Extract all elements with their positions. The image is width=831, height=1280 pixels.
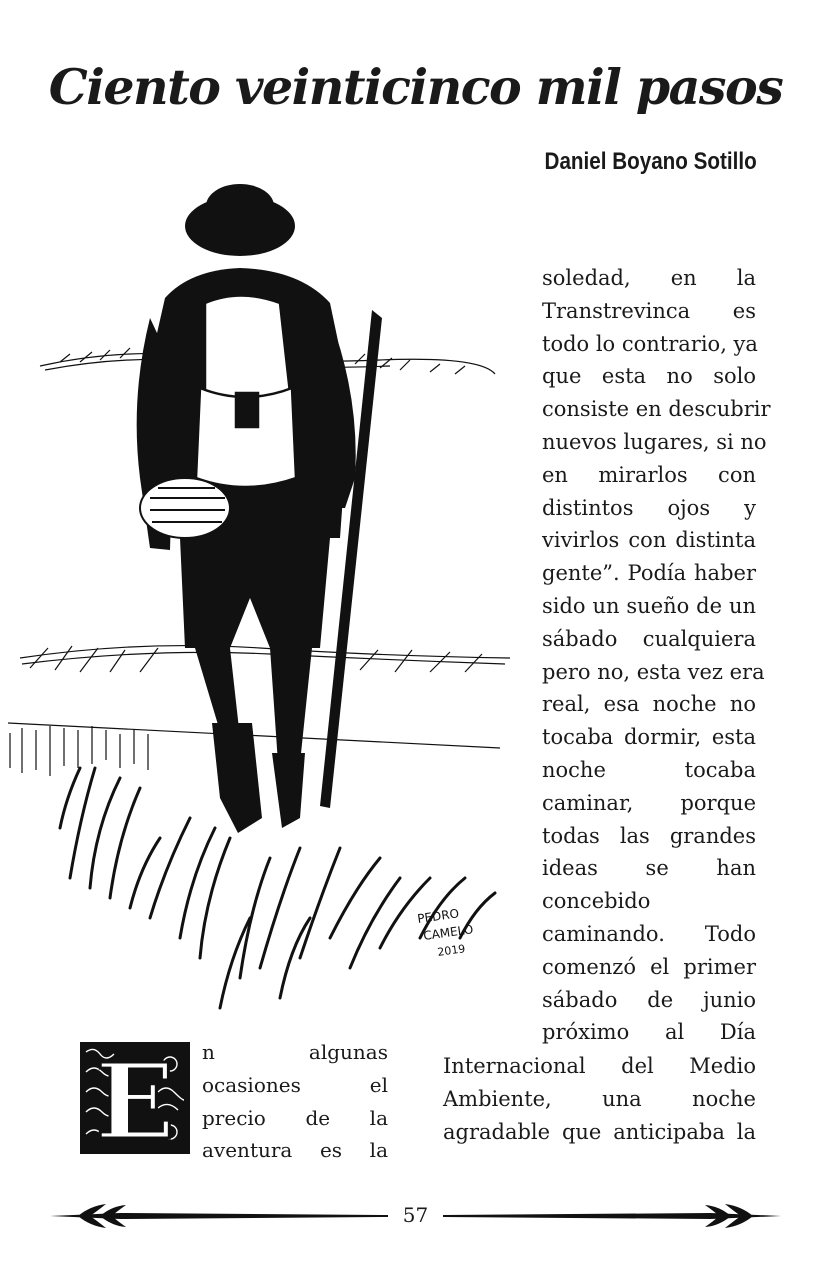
bottom-column-text bbox=[443, 1050, 756, 1148]
text-line: comenzó el primer bbox=[542, 954, 756, 979]
right-column-text bbox=[542, 262, 771, 1049]
text-line: caminando. Todo bbox=[542, 921, 756, 946]
text-line: soledad, en la bbox=[542, 266, 756, 290]
text-line: sábado cualquiera bbox=[542, 626, 756, 651]
svg-text:2019: 2019 bbox=[436, 942, 467, 959]
text-line: caminar, porque bbox=[542, 790, 756, 815]
text-line: tocaba dormir, esta bbox=[542, 725, 756, 750]
text-line: real, esa noche no bbox=[542, 692, 756, 717]
text-line: todas las grandes bbox=[542, 823, 756, 848]
text-line: sábado de junio bbox=[542, 987, 756, 1012]
text-line: aventura es la bbox=[202, 1138, 388, 1163]
drop-cap bbox=[80, 1042, 190, 1154]
hiker-illustration bbox=[0, 178, 520, 1028]
text-line: agradable que anticipaba la bbox=[443, 1119, 756, 1144]
page-number: 57 bbox=[402, 1203, 429, 1227]
text-line: nuevos lugares, si no bbox=[542, 429, 767, 454]
text-line: Ambiente, una noche bbox=[443, 1086, 756, 1111]
text-line: precio de la bbox=[202, 1105, 388, 1130]
text-line: ideas se han bbox=[542, 856, 756, 881]
text-line: consiste en descubrir bbox=[542, 397, 771, 422]
artist-signature bbox=[416, 906, 474, 959]
text-line: en mirarlos con bbox=[542, 462, 756, 487]
text-line: vivirlos con distinta bbox=[542, 528, 756, 553]
left-column-text bbox=[202, 1036, 388, 1167]
drop-cap-letter: E bbox=[95, 1042, 175, 1154]
text-line: próximo al Día bbox=[542, 1020, 756, 1045]
text-line: noche tocaba bbox=[542, 757, 756, 782]
text-line: concebido bbox=[542, 889, 651, 914]
text-line: ocasiones el bbox=[202, 1072, 388, 1097]
text-line: distintos ojos y bbox=[542, 495, 756, 520]
text-line: que esta no solo bbox=[542, 364, 756, 389]
text-line: Transtrevinca es bbox=[542, 298, 756, 323]
text-line: sido un sueño de un bbox=[542, 593, 756, 618]
text-line: pero no, esta vez era bbox=[542, 659, 765, 684]
text-line: Internacional del Medio bbox=[443, 1054, 756, 1078]
svg-text:CAMELO: CAMELO bbox=[422, 922, 475, 943]
text-line: gente”. Podía haber bbox=[542, 561, 756, 586]
author-name: Daniel Boyano Sotillo bbox=[544, 148, 757, 175]
page-title: Ciento veinticinco mil pasos bbox=[48, 58, 783, 116]
text-line: todo lo contrario, ya bbox=[542, 331, 758, 356]
svg-text:PEDRO: PEDRO bbox=[416, 906, 460, 926]
text-line: n algunas bbox=[202, 1040, 388, 1064]
